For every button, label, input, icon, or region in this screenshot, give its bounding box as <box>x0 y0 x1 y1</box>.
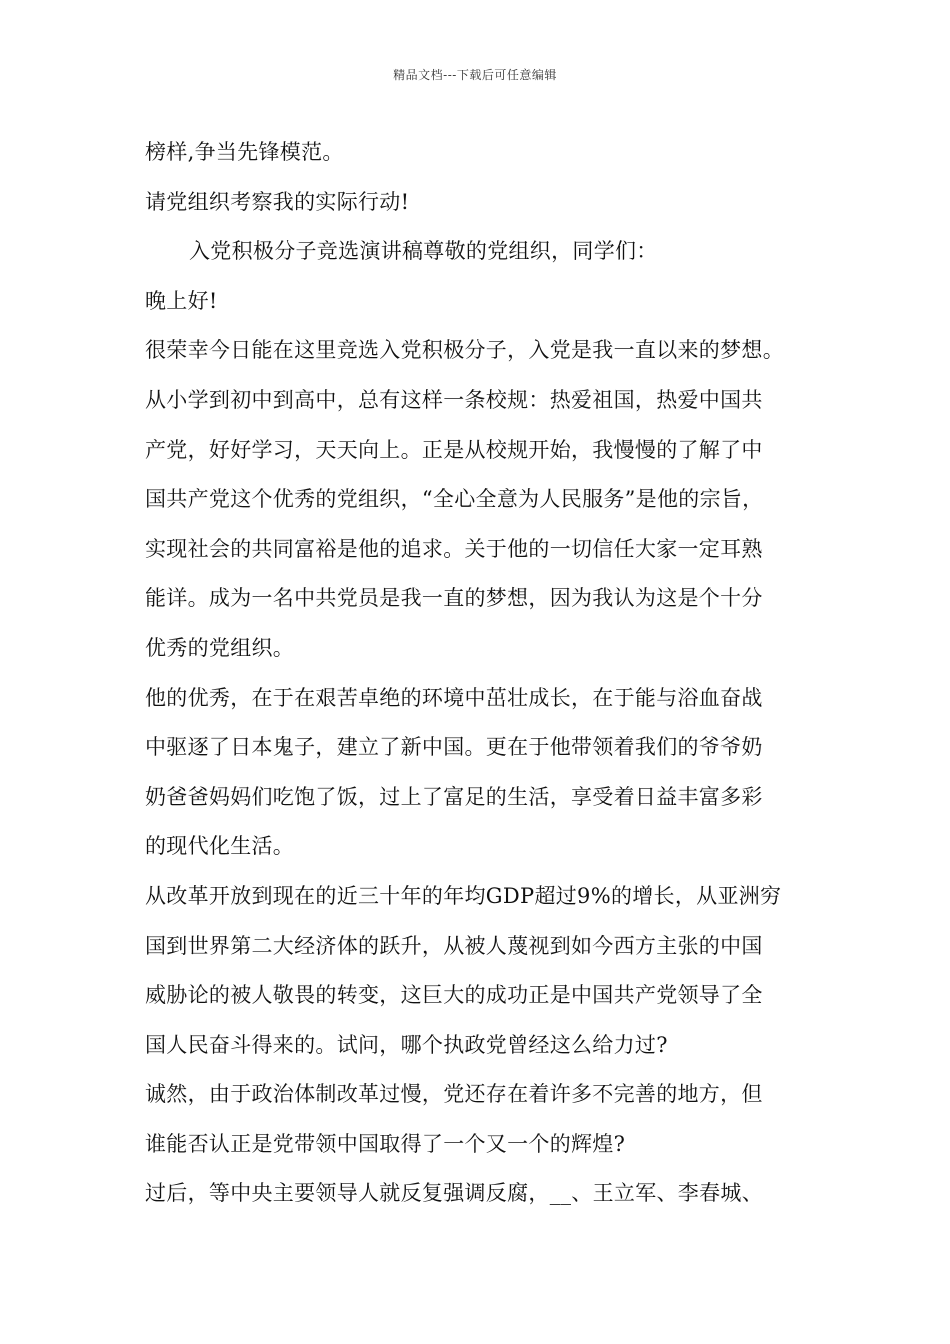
text-line: 请党组织考察我的实际行动! <box>145 189 410 214</box>
text-line: 中驱逐了日本鬼子，建立了新中国。更在于他带领着我们的爷爷奶 <box>145 735 763 760</box>
speech-title-line: 入党积极分子竞选演讲稿尊敬的党组织，同学们： <box>189 239 658 264</box>
text-line: 优秀的党组织。 <box>145 635 295 660</box>
text-line: 威胁论的被人敬畏的转变，这巨大的成功正是中国共产党领导了全 <box>145 983 763 1008</box>
text-line: 实现社会的共同富裕是他的追求。关于他的一切信任大家一定耳熟 <box>145 536 763 561</box>
text-line: 很荣幸今日能在这里竞选入党积极分子，入党是我一直以来的梦想。 <box>145 338 784 363</box>
text-line: 的现代化生活。 <box>145 834 295 859</box>
text-line: 诚然，由于政治体制改革过慢，党还存在着许多不完善的地方，但 <box>145 1082 763 1107</box>
text-line: 从改革开放到现在的近三十年的年均GDP超过9%的增长，从亚洲穷 <box>145 883 782 908</box>
text-line: 过后，等中央主要领导人就反复强调反腐，__、王立军、李春城、 <box>145 1181 763 1206</box>
text-line: 能详。成为一名中共党员是我一直的梦想，因为我认为这是个十分 <box>145 586 763 611</box>
text-line: 国人民奋斗得来的。试问，哪个执政党曾经这么给力过? <box>145 1032 668 1057</box>
text-line: 晚上好! <box>145 288 218 313</box>
text-line: 他的优秀，在于在艰苦卓绝的环境中茁壮成长，在于能与浴血奋战 <box>145 685 763 710</box>
text-line: 从小学到初中到高中，总有这样一条校规：热爱祖国，热爱中国共 <box>145 387 763 412</box>
text-line: 国到世界第二大经济体的跃升，从被人蔑视到如今西方主张的中国 <box>145 933 763 958</box>
text-line: 国共产党这个优秀的党组织，“全心全意为人民服务”是他的宗旨， <box>145 487 764 512</box>
text-line: 谁能否认正是党带领中国取得了一个又一个的辉煌? <box>145 1131 626 1156</box>
page-header: 精品文档---下载后可任意编辑 <box>393 68 557 82</box>
text-line: 奶爸爸妈妈们吃饱了饭，过上了富足的生活，享受着日益丰富多彩 <box>145 784 763 809</box>
text-line: 产党，好好学习，天天向上。正是从校规开始，我慢慢的了解了中 <box>145 437 763 462</box>
text-line: 榜样,争当先锋模范。 <box>145 140 344 164</box>
document-body <box>145 128 825 1219</box>
